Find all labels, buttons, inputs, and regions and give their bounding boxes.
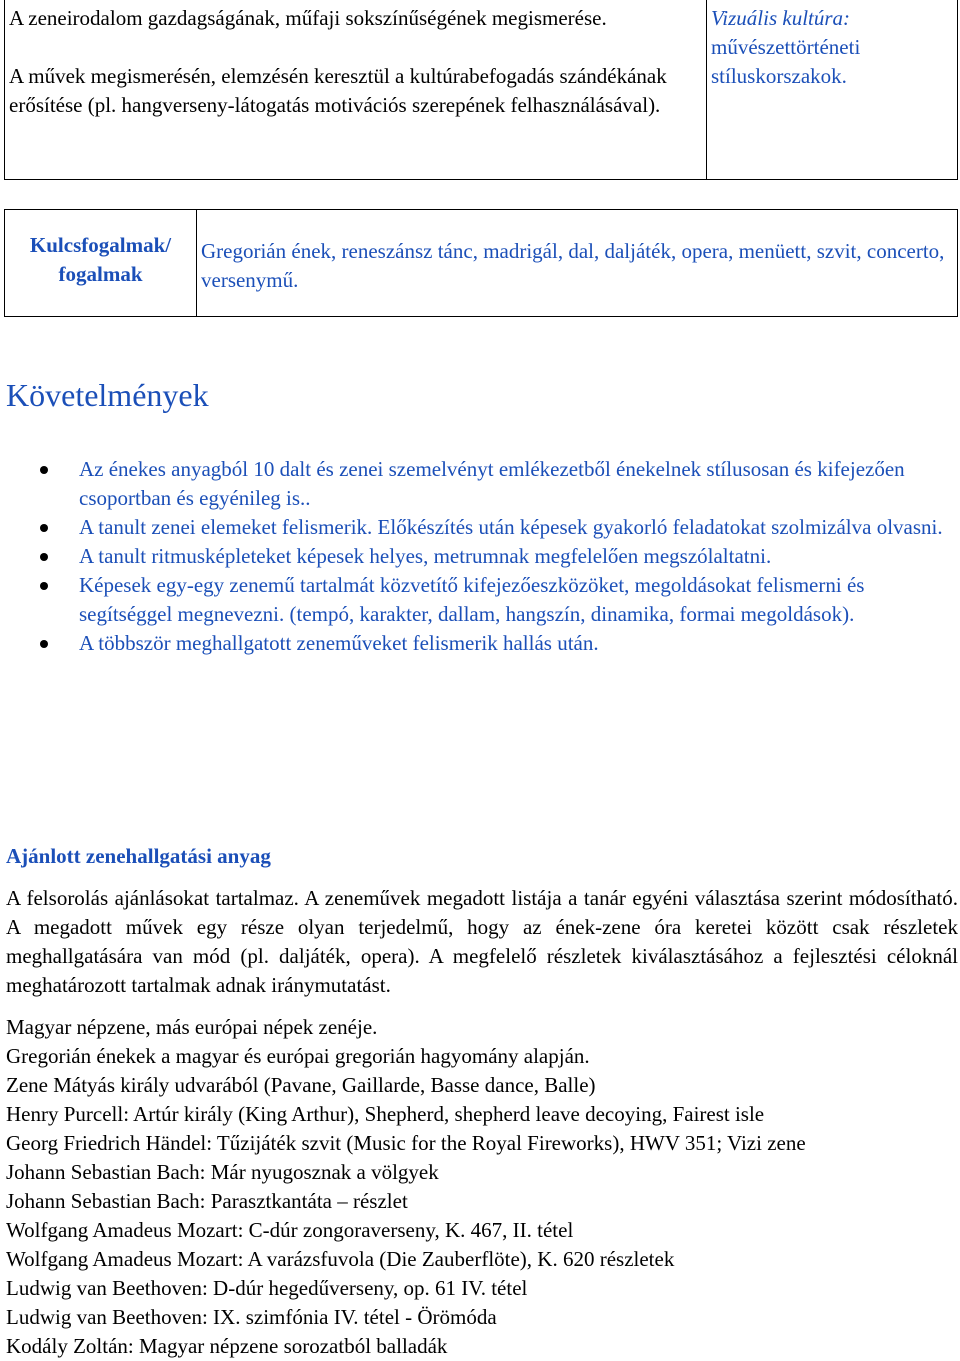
- listening-heading: Ajánlott zenehallgatási anyag: [6, 844, 271, 868]
- bullet-icon: [40, 466, 48, 474]
- objectives-cell: [5, 0, 707, 179]
- cross-curricular-subject: Vizuális kultúra:: [711, 6, 851, 30]
- list-item: [0, 455, 950, 513]
- key-concepts-label: [5, 210, 197, 316]
- bullet-icon: [40, 640, 48, 648]
- cross-curricular-text: művészettörténeti stíluskorszakok.: [711, 35, 861, 88]
- list-item: [0, 542, 950, 571]
- work-item: Wolfgang Amadeus Mozart: C-dúr zongoraverseny, K. 467, II. tétel: [6, 1218, 574, 1242]
- requirements-list: [0, 455, 950, 658]
- work-item: Johann Sebastian Bach: Már nyugosznak a völgyek: [6, 1160, 439, 1184]
- cross-curricular-cell: [711, 0, 957, 91]
- work-item: Zene Mátyás király udvarából (Pavane, Gaillarde, Basse dance, Balle): [6, 1073, 596, 1097]
- list-item: [0, 629, 950, 658]
- objectives-table: [4, 0, 958, 180]
- work-item: Magyar népzene, más európai népek zenéje.: [6, 1015, 378, 1039]
- bullet-icon: [40, 553, 48, 561]
- works-list: [6, 1013, 960, 1361]
- objective-paragraph: A zeneirodalom gazdagságának, műfaji sokszínűségének megismerése.: [9, 6, 607, 30]
- requirements-heading: Követelmények: [6, 377, 209, 413]
- requirement-text: Képesek egy-egy zenemű tartalmát közvetítő kifejezőeszközöket, megoldásokat felismerni és segítséggel megnevezni. (tempó, karakter, dallam, hangszín, dinamika, formai megoldások).: [79, 573, 865, 626]
- work-item: Gregorián énekek a magyar és európai gregorián hagyomány alapján.: [6, 1044, 590, 1068]
- objective-paragraph: A művek megismerésén, elemzésén keresztül a kultúrabefogadás szándékának erősítése (pl. hangverseny-látogatás motivációs szerepének felhasználásával).: [9, 64, 667, 117]
- key-concepts-text: Gregorián ének, reneszánsz tánc, madrigál, dal, daljáték, opera, menüett, szvit, concerto, versenymű.: [201, 239, 945, 292]
- work-item: Wolfgang Amadeus Mozart: A varázsfuvola (Die Zauberflöte), K. 620 részletek: [6, 1247, 675, 1271]
- bullet-icon: [40, 582, 48, 590]
- list-item: [0, 513, 950, 542]
- work-item: Henry Purcell: Artúr király (King Arthur), Shepherd, shepherd leave decoying, Fairest isle: [6, 1102, 765, 1126]
- requirement-text: A tanult ritmusképleteket képesek helyes, metrumnak megfelelően megszólaltatni.: [79, 544, 772, 568]
- key-concepts-label-line2: fogalmak: [58, 262, 143, 286]
- work-item: Kodály Zoltán: Magyar népzene sorozatból balladák: [6, 1334, 448, 1358]
- requirement-text: A többször meghallgatott zeneműveket felismerik hallás után.: [79, 631, 599, 655]
- list-item: [0, 571, 950, 629]
- bullet-icon: [40, 524, 48, 532]
- work-item: Ludwig van Beethoven: IX. szimfónia IV. tétel - Örömóda: [6, 1305, 497, 1329]
- requirement-text: A tanult zenei elemeket felismerik. Előkészítés után képesek gyakorló feladatokat szolmizálva olvasni.: [79, 515, 943, 539]
- requirement-text: Az énekes anyagból 10 dalt és zenei szemelvényt emlékezetből énekelnek stílusosan és kifejezően csoportban és egyénileg is..: [79, 457, 905, 510]
- work-item: Johann Sebastian Bach: Parasztkantáta – részlet: [6, 1189, 408, 1213]
- listening-intro: A felsorolás ajánlásokat tartalmaz. A zeneművek megadott listája a tanár egyéni választása szerint módosítható. A megadott művek egy része olyan terjedelmű, hogy az ének-zene óra keretei között csak részletek meghallgatására van mód (pl. daljáték, opera). A megfelelő részletek kiválasztásához a fejlesztési céloknál meghatározott tartalmak adnak iránymutatást.: [6, 886, 958, 997]
- work-item: Ludwig van Beethoven: D-dúr hegedűverseny, op. 61 IV. tétel: [6, 1276, 528, 1300]
- work-item: Georg Friedrich Händel: Tűzijáték szvit (Music for the Royal Fireworks), HWV 351; Vizi zene: [6, 1131, 806, 1155]
- key-concepts-table: [4, 209, 958, 317]
- key-concepts-label-line1: Kulcsfogalmak/: [29, 233, 172, 257]
